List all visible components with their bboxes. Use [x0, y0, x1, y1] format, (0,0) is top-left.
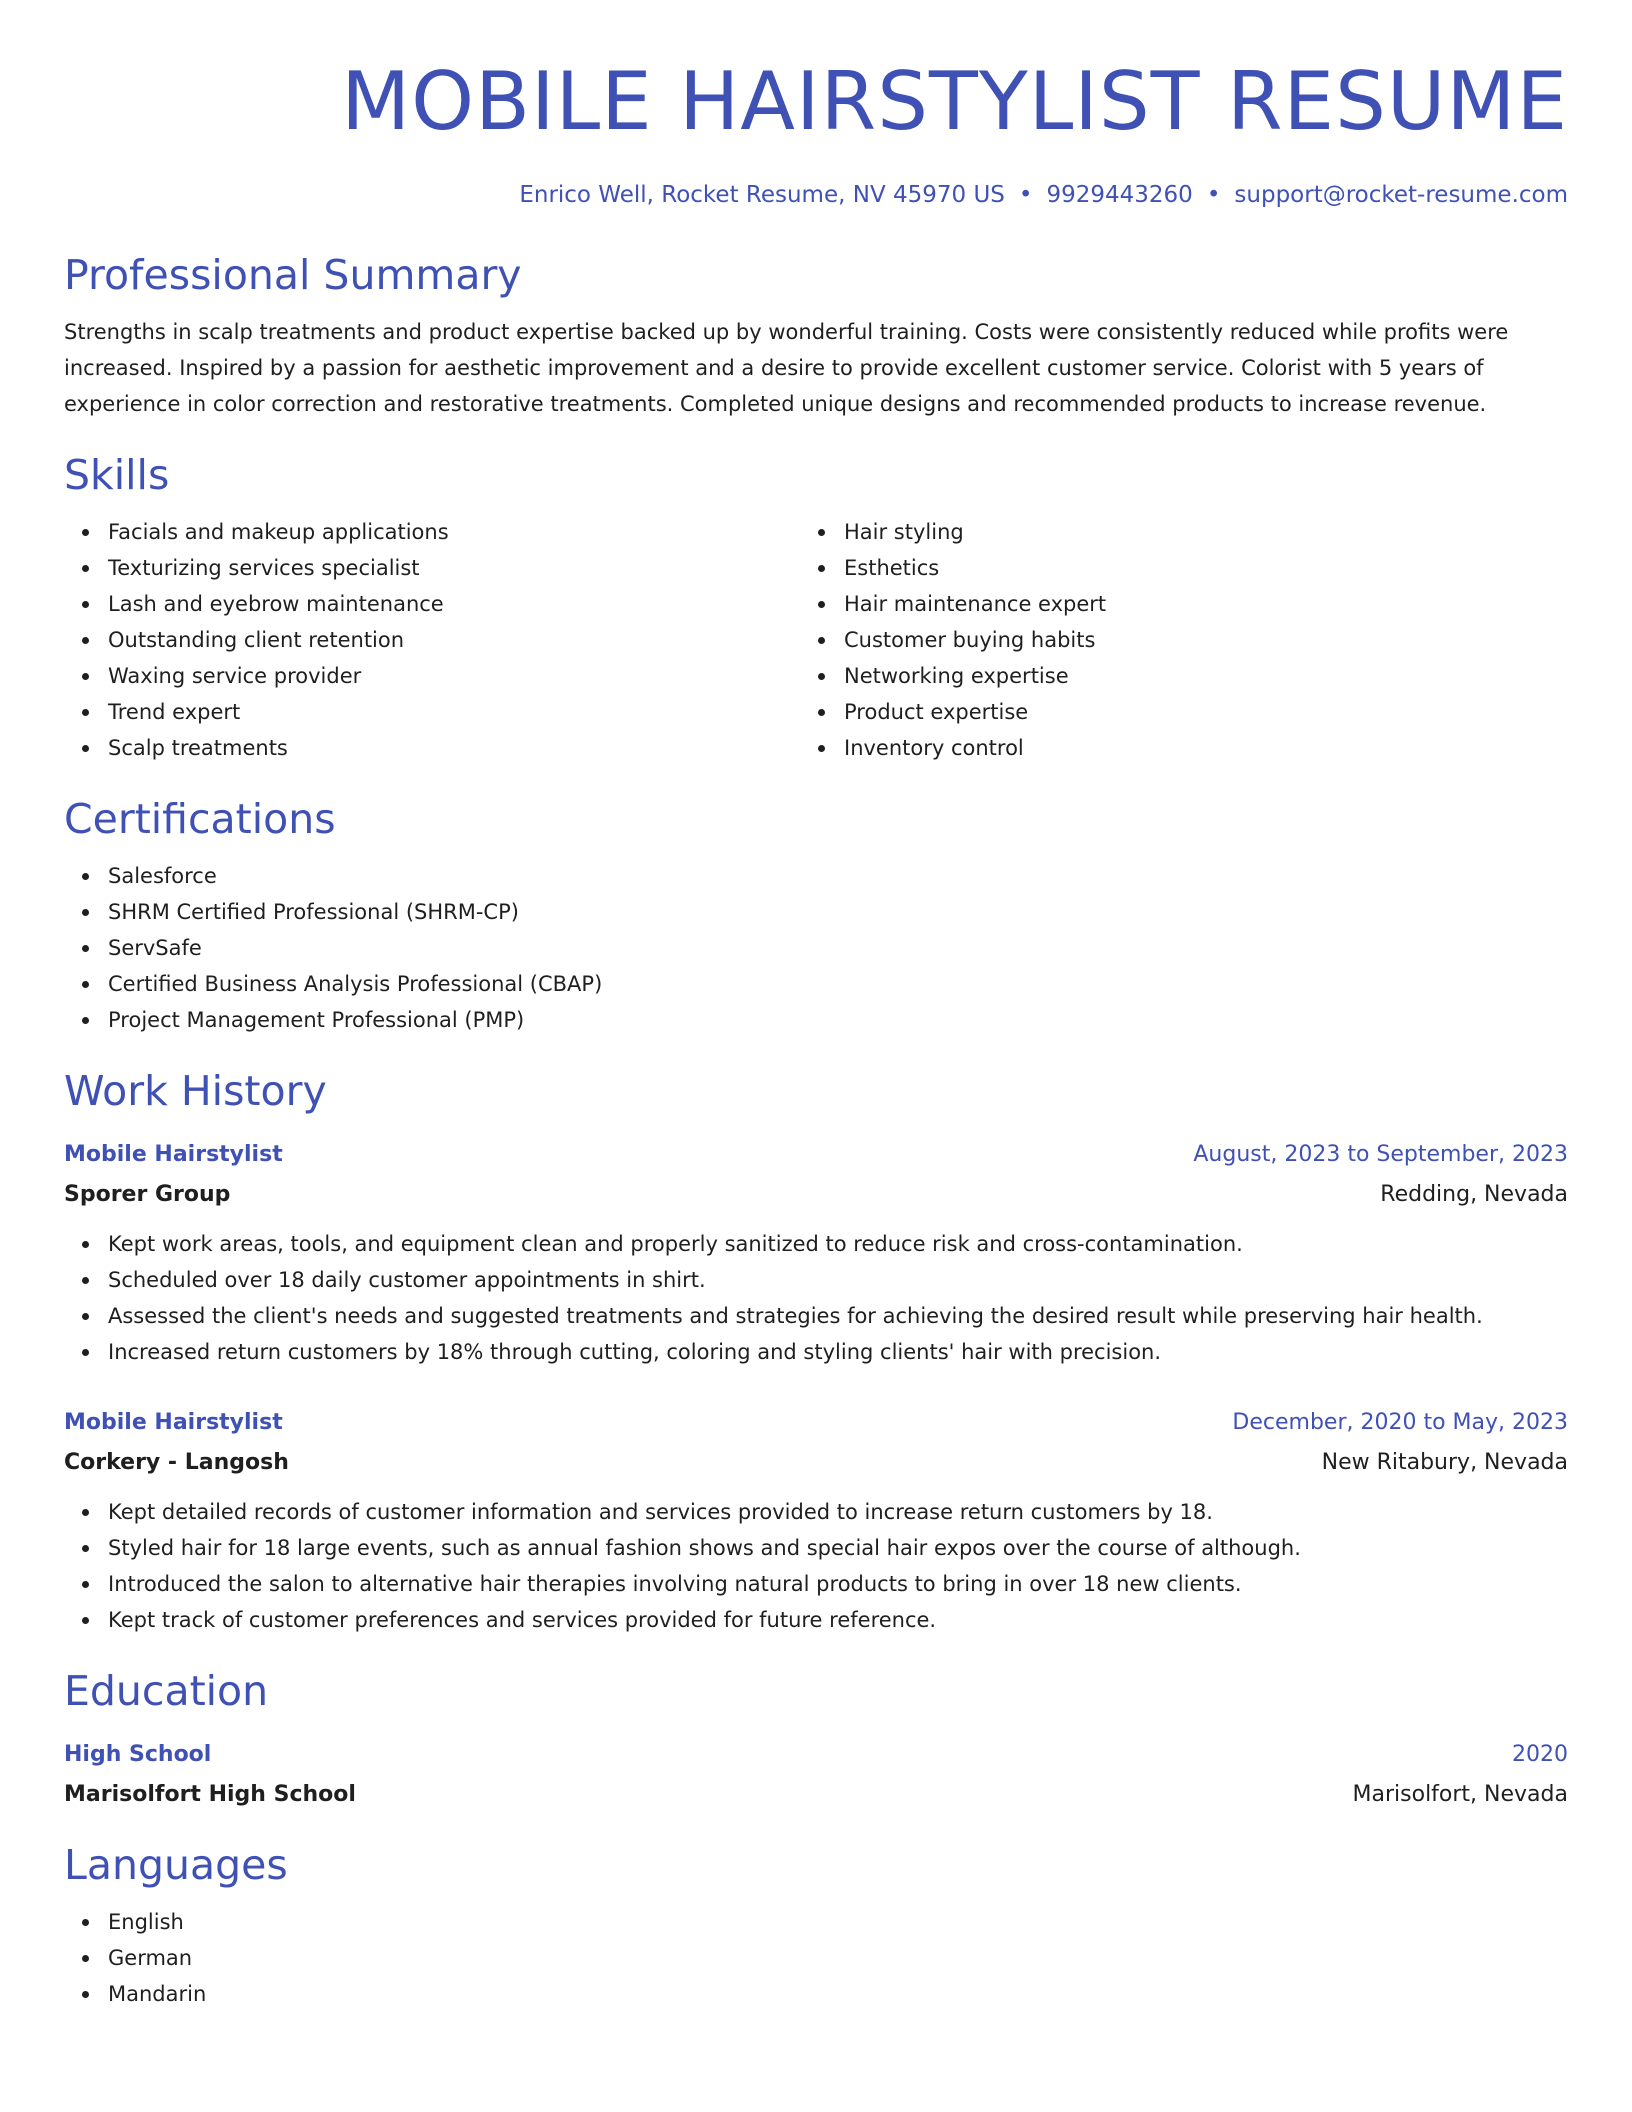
education-school: Marisolfort High School [64, 1782, 356, 1807]
job-role-row [64, 1406, 1568, 1440]
skills-heading: Skills [64, 451, 170, 499]
language-item: English [108, 1904, 1568, 1940]
job-bullets [64, 1226, 1568, 1370]
language-item: Mandarin [108, 1976, 1568, 2012]
certifications-list [64, 858, 1568, 1038]
job-bullet: Kept work areas, tools, and equipment clean and properly sanitized to reduce risk and cross-contamination. [108, 1226, 1568, 1262]
certification-item: Certified Business Analysis Professional (CBAP) [108, 966, 1568, 1002]
job-entry [64, 1406, 1568, 1638]
education-year: 2020 [1512, 1742, 1568, 1767]
job-location: New Ritabury, Nevada [1321, 1450, 1568, 1475]
skill-item: Waxing service provider [108, 658, 800, 694]
job-company: Sporer Group [64, 1182, 231, 1207]
education-school-row [64, 1778, 1568, 1812]
education-degree-row [64, 1738, 1568, 1772]
education-degree: High School [64, 1742, 212, 1767]
skill-item: Trend expert [108, 694, 800, 730]
certification-item: Project Management Professional (PMP) [108, 1002, 1568, 1038]
job-bullet: Styled hair for 18 large events, such as annual fashion shows and special hair expos over the course of although. [108, 1530, 1568, 1566]
skills-list-left [64, 514, 800, 766]
contact-address: Enrico Well, Rocket Resume, NV 45970 US [519, 182, 1005, 208]
skill-item: Outstanding client retention [108, 622, 800, 658]
contact-line [64, 180, 1568, 210]
job-title: Mobile Hairstylist [64, 1410, 283, 1435]
resume-header [64, 0, 1568, 210]
skill-item: Inventory control [844, 730, 1536, 766]
skills-column-left [64, 514, 800, 766]
certification-item: Salesforce [108, 858, 1568, 894]
certification-item: SHRM Certified Professional (SHRM-CP) [108, 894, 1568, 930]
job-location: Redding, Nevada [1380, 1182, 1568, 1207]
language-item: German [108, 1940, 1568, 1976]
skill-item: Networking expertise [844, 658, 1536, 694]
contact-email: support@rocket-resume.com [1234, 182, 1568, 208]
summary-text: Strengths in scalp treatments and product expertise backed up by wonderful training. Costs were consistently reduced while profits were increased. Inspired by a passion for aesthetic improvement and a desire to provide excellent customer service. Colorist with 5 years of experience in color correction and restorative treatments. Completed unique designs and recommended products to increase revenue. [64, 320, 1509, 416]
education-entry [64, 1738, 1568, 1812]
job-dates: August, 2023 to September, 2023 [1193, 1142, 1568, 1167]
job-company-row [64, 1178, 1568, 1212]
job-company: Corkery - Langosh [64, 1450, 289, 1475]
summary-heading: Professional Summary [64, 251, 522, 299]
skill-item: Texturizing services specialist [108, 550, 800, 586]
skill-item: Lash and eyebrow maintenance [108, 586, 800, 622]
contact-phone: 9929443260 [1046, 182, 1193, 208]
resume-title: MOBILE HAIRSTYLIST RESUME [341, 55, 1568, 148]
certifications-section [64, 794, 1568, 1038]
certifications-heading: Certifications [64, 795, 336, 843]
job-bullet: Assessed the client's needs and suggested treatments and strategies for achieving the desired result while preserving hair health. [108, 1298, 1568, 1334]
job-bullets [64, 1494, 1568, 1638]
skills-grid [64, 514, 1568, 766]
job-entry [64, 1138, 1568, 1370]
job-role-row [64, 1138, 1568, 1172]
skill-item: Scalp treatments [108, 730, 800, 766]
skill-item: Hair maintenance expert [844, 586, 1536, 622]
languages-list [64, 1904, 1568, 2012]
skill-item: Hair styling [844, 514, 1536, 550]
job-bullet: Kept detailed records of customer information and services provided to increase return customers by 18. [108, 1494, 1568, 1530]
contact-separator: • [1206, 182, 1221, 208]
skill-item: Customer buying habits [844, 622, 1536, 658]
job-title: Mobile Hairstylist [64, 1142, 283, 1167]
skill-item: Esthetics [844, 550, 1536, 586]
skills-list-right [800, 514, 1536, 766]
skill-item: Facials and makeup applications [108, 514, 800, 550]
job-bullet: Kept track of customer preferences and services provided for future reference. [108, 1602, 1568, 1638]
work-history-section [64, 1066, 1568, 1638]
contact-separator: • [1018, 182, 1033, 208]
languages-heading: Languages [64, 1841, 288, 1889]
skills-section [64, 450, 1568, 766]
education-section [64, 1666, 1568, 1812]
job-company-row [64, 1446, 1568, 1480]
skills-column-right [800, 514, 1536, 766]
job-dates: December, 2020 to May, 2023 [1232, 1410, 1568, 1435]
job-bullet: Increased return customers by 18% through cutting, coloring and styling clients' hair with precision. [108, 1334, 1568, 1370]
education-location: Marisolfort, Nevada [1352, 1782, 1568, 1807]
education-heading: Education [64, 1667, 269, 1715]
work-history-heading: Work History [64, 1067, 327, 1115]
job-bullet: Introduced the salon to alternative hair therapies involving natural products to bring in over 18 new clients. [108, 1566, 1568, 1602]
languages-section [64, 1840, 1568, 2012]
certification-item: ServSafe [108, 930, 1568, 966]
summary-section [64, 250, 1568, 422]
skill-item: Product expertise [844, 694, 1536, 730]
job-bullet: Scheduled over 18 daily customer appointments in shirt. [108, 1262, 1568, 1298]
